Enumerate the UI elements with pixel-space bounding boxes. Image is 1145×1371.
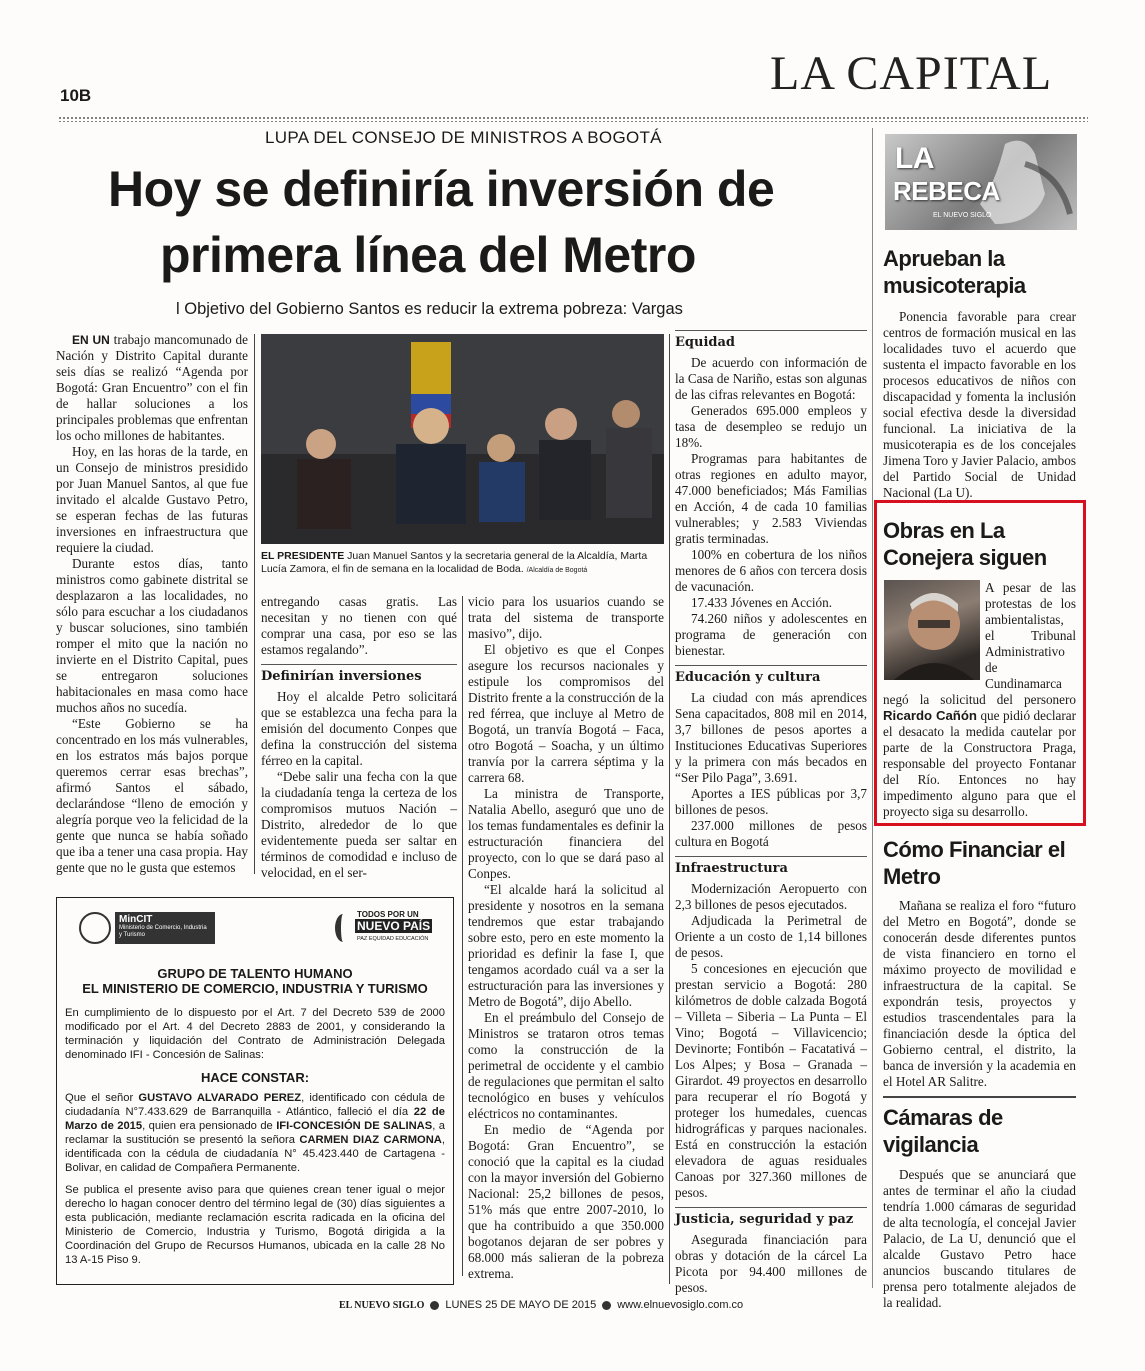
sidebar-text-conejera [883, 580, 1076, 820]
subhead-justicia: Justicia, seguridad y paz [675, 1207, 867, 1228]
logo-small: EL NUEVO SIGLO [933, 212, 992, 219]
logo-rebeca: REBECA [893, 176, 1000, 206]
col4-paragraph-7: La ciudad con más aprendices Sena capacitados, 808 mil en 2014, 3,7 billones de pesos aportes a Instituciones Educativas Superiores y la primera con más becados en “Ser Pilo Paga”, 3.691. [675, 690, 867, 785]
p2e: , identificada con la cédula de ciudadanía N° 45.423.440 de Cartagena - Bolivar, en calidad de Compañera Permanente. [65, 1134, 445, 1174]
col3-paragraph-1: vicio para los usuarios cuando se trata del sistema de transporte masivo”, dijo. [468, 594, 664, 641]
slogan-sub: PAZ EQUIDAD EDUCACIÓN [357, 936, 429, 942]
notice-paragraph-1: En cumplimiento de lo dispuesto por el Art. 7 del Decreto 539 de 2000 modificado por el Art. 4 del Decreto 2883 de 2001, y considerando la terminación y liquidación del Contrato de Administración Delegada denominado IFI - Concesión de Salinas: [65, 1007, 445, 1061]
kicker: LUPA DEL CONSEJO DE MINISTROS A BOGOTÁ [265, 128, 662, 147]
photo-credit: /Alcaldía de Bogotá [526, 567, 588, 574]
section-title: LA CAPITAL [770, 47, 1053, 100]
notice-paragraph-2 [65, 1091, 445, 1175]
column-2 [261, 594, 457, 881]
bullet-icon [430, 1301, 439, 1310]
mincit-sub: Ministerio de Comercio, Industria y Turismo [119, 925, 207, 938]
p2d: , a reclamar la sustitución se presentó la señora [65, 1120, 445, 1146]
headline-line-2: primera línea del Metro [160, 227, 696, 283]
notice-paragraph-3: Se publica el presente aviso para que quienes crean tener igual o mejor derecho lo hagan conocer dentro del término legal de (30) días siguientes a esta publicación, mediante reclamación escrita radicada en la oficina del Ministerio de Comercio, Industria y Turismo, Bogotá dirigida a la Coordinación del Grupo de Recursos Humanos, ubicada en la calle 28 No 13 A-15 Piso 9. [65, 1184, 445, 1266]
footer [339, 1297, 743, 1313]
p2c: , quien era pensionado de [142, 1120, 277, 1132]
slogan-top: TODOS POR UN [357, 910, 419, 919]
musicoterapia-paragraph: Ponencia favorable para crear centros de formación musical en las localidades tuvo el acuerdo que sustenta el impacto favorable en los procesos educativos de niños con discapacidad y fomenta la inclusión social efectiva desde la diversidad funcional. La iniciativa de la musicoterapia es de los concejales Jimena Toro y Javier Palacio, ambos del Partido Social de Unidad Nacional (La U). [883, 309, 1076, 500]
death-date: 22 de Marzo de 2015 [65, 1106, 445, 1132]
footer-paper: EL NUEVO SIGLO [339, 1299, 425, 1311]
notice-title-1: GRUPO DE TALENTO HUMANO [157, 966, 353, 981]
col1-paragraph-2: Hoy, en las horas de la tarde, en un Consejo de ministros presidido por Juan Manuel Santos, al que fue invitado el alcalde Gustavo Petro, se esperan fechas de las futuras inversiones en infraestructura que requiere la ciudad. [56, 444, 248, 555]
col4-paragraph-1: De acuerdo con información de la Casa de Nariño, estas son algunas de las cifras relevantes en Bogotá: [675, 355, 867, 402]
notice-title-2: EL MINISTERIO DE COMERCIO, INDUSTRIA Y TURISMO [82, 981, 428, 996]
logo-la: LA [895, 142, 934, 175]
sidebar-title-camaras: Cámaras de vigilancia [883, 1105, 1003, 1157]
col3-paragraph-6: En medio de “Agenda por Bogotá: Gran Encuentro”, se conoció que la capital es la ciudad con la mayor inversión del Gobierno Nacional: 25,2 billones de pesos, 51% más que entre 2007-2010, lo que ha contribuido a que 350.000 bogotanos dejaran de ser pobres y 68.000 más salieran de la pobreza extrema. [468, 1122, 664, 1281]
col2-paragraph-1: entregando casas gratis. Las necesitan y no tienen con qué comprar una casa, por eso se las estamos regalando”. [261, 594, 457, 657]
col4-paragraph-5: 17.433 Jóvenes en Acción. [691, 595, 833, 610]
news-photo [261, 334, 664, 544]
deck: l Objetivo del Gobierno Santos es reducir la extrema pobreza: Vargas [176, 300, 683, 318]
caption-lead: EL PRESIDENTE [261, 550, 345, 562]
header-divider [58, 116, 1088, 122]
subhead-definirian: Definirían inversiones [261, 664, 457, 685]
col3-paragraph-5: En el preámbulo del Consejo de Ministros se trataron otros temas como la construcción de la perimetral de occidente y el cambio de regulaciones que permitan el salto tecnológico en buses y vehículos eléctricos no contaminantes. [468, 1010, 664, 1121]
conejera-text-a: A pesar de las protestas de los ambientalistas, el Tribunal Administrativo de Cundinamarca negó la solicitud del personero [883, 580, 1076, 707]
mincit-label: MinCIT [119, 914, 153, 925]
deceased-name: GUSTAVO ALVARADO PEREZ [138, 1092, 302, 1104]
col3-paragraph-4: “El alcalde hará la solicitud al presidente y nosotros en la semana tendremos que estar trabajando sobre esto, pero en este momento la prioridad es definir la fase I, que tengamos acordado cuál va a ser la estructuración para las inversiones y Metro de Bogotá”, dijo Abello. [468, 882, 664, 1009]
lead-in: EN UN [72, 333, 110, 347]
col4-paragraph-9: 237.000 millones de pesos cultura en Bogotá [675, 818, 867, 849]
metro-paragraph: Mañana se realiza el foro “futuro del Metro en Bogotá”, donde se conocerán desde diferentes puntos de vista financiero en torno el máximo proyecto de movilidad e infraestructura de la capital. Se expondrán tesis, proyectos y estudios trascendentales para la financiación desde la óptica del Gobierno central, el distrito, la banca de inversión y la academia en el Hotel AR Salitre. [883, 898, 1076, 1089]
subhead-educacion: Educación y cultura [675, 665, 867, 686]
col1-paragraph-4: “Este Gobierno se ha concentrado en los más vulnerables, en los estratos más bajos porque queremos cerrar esas brechas”, afirmó Santos el sábado, declarándose “lleno de emoción y alegría porque veo la felicidad de la gente que nunca se había soñado que iba a tener una casa propia. Hay gente que no le gusta que estemos [56, 716, 248, 875]
subhead-equidad: Equidad [675, 330, 867, 351]
column-1 [56, 332, 248, 876]
sidebar-text-musicoterapia [883, 309, 1076, 501]
sidebar-title-metro: Cómo Financiar el Metro [883, 837, 1066, 889]
sidebar-text-metro [883, 898, 1076, 1090]
la-rebeca-logo [885, 134, 1077, 230]
col4-paragraph-3: Programas para habitantes de otras regiones en adulto mayor, 47.000 beneficiados; Más Familias en Acción, 4 de cada 10 familias vulnerables; y 2.583 Viviendas gratis terminadas. [675, 451, 867, 546]
bullet-icon [602, 1301, 611, 1310]
col4-paragraph-4: 100% en cobertura de los niños menores de 6 años con tercera dosis de vacunación. [675, 547, 867, 594]
mincit-badge [115, 912, 215, 944]
col3-paragraph-2: El objetivo es que el Conpes asegure los recursos nacionales y estipule los compromisos del Distrito frente a la construcción de la red férrea, que incluye al Metro de Bogotá, un tranvía Bogotá – Faca, otro Bogotá – Soacha, y un último tranvía por la carrera séptima y la carrera 68. [468, 642, 664, 785]
sidebar-title-musicoterapia: Aprueban la musicoterapia [883, 246, 1026, 298]
column-divider [254, 334, 255, 874]
col3-paragraph-3: La ministra de Transporte, Natalia Abello, aseguró que uno de los temas fundamentales es definir la estructuración financiera del proyecto, con lo que se dará paso al Conpes. [468, 786, 664, 881]
column-3 [468, 594, 664, 1282]
col4-paragraph-11: Adjudicada la Perimetral de Oriente a un costo de 1,14 billones de pesos. [675, 913, 867, 960]
coat-of-arms-icon [79, 912, 111, 944]
headline-line-1: Hoy se definiría inversión de [108, 161, 775, 217]
notice-hace-constar: HACE CONSTAR: [200, 1070, 310, 1085]
col1-paragraph-1: trabajo mancomunado de Nación y Distrito Capital durante seis días se realizó “Agenda por Bogotá: Gran Encuentro” con el fin de hallar soluciones a los principales problemas que enfrentan los ocho millones de habitantes. [56, 332, 248, 443]
footer-date: LUNES 25 DE MAYO DE 2015 [445, 1299, 597, 1311]
col2-paragraph-3: “Debe salir una fecha con la que la ciudadanía tenga la certeza de los compromisos mutuos Nación – Distrito, alrededor de lo que evidentemente pueda ser saltar en términos de comodidad e incluso de velocidad, en el ser- [261, 769, 457, 880]
photo-illustration [261, 334, 664, 544]
p2a: Que el señor [65, 1092, 139, 1104]
slogan-icon [335, 914, 351, 942]
column-divider [669, 334, 670, 1284]
col4-paragraph-10: Modernización Aeropuerto con 2,3 billones de pesos ejecutados. [675, 881, 867, 912]
camaras-paragraph: Después que se anunciará que antes de terminar el año la ciudad tendría 1.000 cámaras de seguridad de alta tecnología, el concejal Javier Palacio, de La U, denunció que el alcalde Gustavo Petro hace anuncios buscando titulares de prensa pero totalmente alejados de la realidad. [883, 1167, 1076, 1310]
col1-paragraph-3: Durante estos días, tanto ministros como gabinete distrital se desplazaron a las localidades, no sólo para escuchar a los ciudadanos y buscar soluciones, sino también romper el mito que la nación no invierte en el Distrito Capital, pues se entregaron soluciones habitacionales en masa como hace muchos años no sucedía. [56, 556, 248, 715]
photo-caption [261, 550, 664, 577]
ministry-notice [56, 897, 454, 1285]
sidebar-title-conejera: Obras en La Conejera siguen [883, 518, 1047, 570]
conejera-text-b: que pidió declarar el desacato la medida cautelar por parte de la Constructora Praga, responsable del proyecto Fontanar del Río. Entonces no hay impedimento alguno para que el proyecto siga su desarrollo. [883, 708, 1076, 819]
pension-org: IFI-CONCESIÓN DE SALINAS [276, 1120, 433, 1132]
p2b: , identificado con cédula de ciudadanía N°7.433.629 de Barranquilla - Atlántico, falleció el día [65, 1092, 445, 1118]
sidebar-divider [872, 128, 873, 1288]
footer-url: www.elnuevosiglo.com.co [617, 1299, 744, 1311]
col4-paragraph-12: 5 concesiones en ejecución que prestan servicio a Bogotá: 280 kilómetros de doble calzada Bogotá – Villeta – Siberia – La Punta – El Vino; Bogotá – Villavicencio; Devinorte; Fontibón – Facatativá – Los Alpes; y Bosa – Granada – Girardot. 49 proyectos en desarrollo para recuperar el río Bogotá y proteger los humedales, cuencas hidrográficas y parques nacionales. Está en construcción la estación elevadora de aguas residuales Canoas por 327.360 millones de pesos. [675, 961, 867, 1200]
column-4 [675, 330, 867, 1296]
personero-name: Ricardo Cañón [883, 708, 977, 723]
subhead-infraestructura: Infraestructura [675, 856, 867, 877]
column-divider [462, 596, 463, 1276]
sidebar-rule [883, 1096, 1076, 1098]
col4-paragraph-13: Asegurada financiación para obras y dotación de la cárcel La Picota por 94.400 millones de pesos. [675, 1232, 867, 1295]
col4-paragraph-6: 74.260 niños y adolescentes en programa de generación con bienestar. [675, 611, 867, 658]
col2-paragraph-2: Hoy el alcalde Petro solicitará que se establezca una fecha para la emisión del documento Conpes que defina la construcción del sistema férreo en la capital. [261, 689, 457, 768]
slogan-main: NUEVO PAÍS [357, 919, 431, 933]
col4-paragraph-2: Generados 695.000 empleos y tasa de desempleo se redujo un 18%. [675, 403, 867, 450]
page-number: 10B [60, 86, 92, 105]
caption-text: Juan Manuel Santos y la secretaria general de la Alcaldía, Marta Lucía Zamora, el fin de semana en la localidad de Boda. [261, 550, 648, 575]
claimant-name: CARMEN DIAZ CARMONA [299, 1134, 442, 1146]
sidebar-text-camaras [883, 1167, 1076, 1311]
col4-paragraph-8: Aportes a IES públicas por 3,7 billones de pesos. [675, 786, 867, 817]
